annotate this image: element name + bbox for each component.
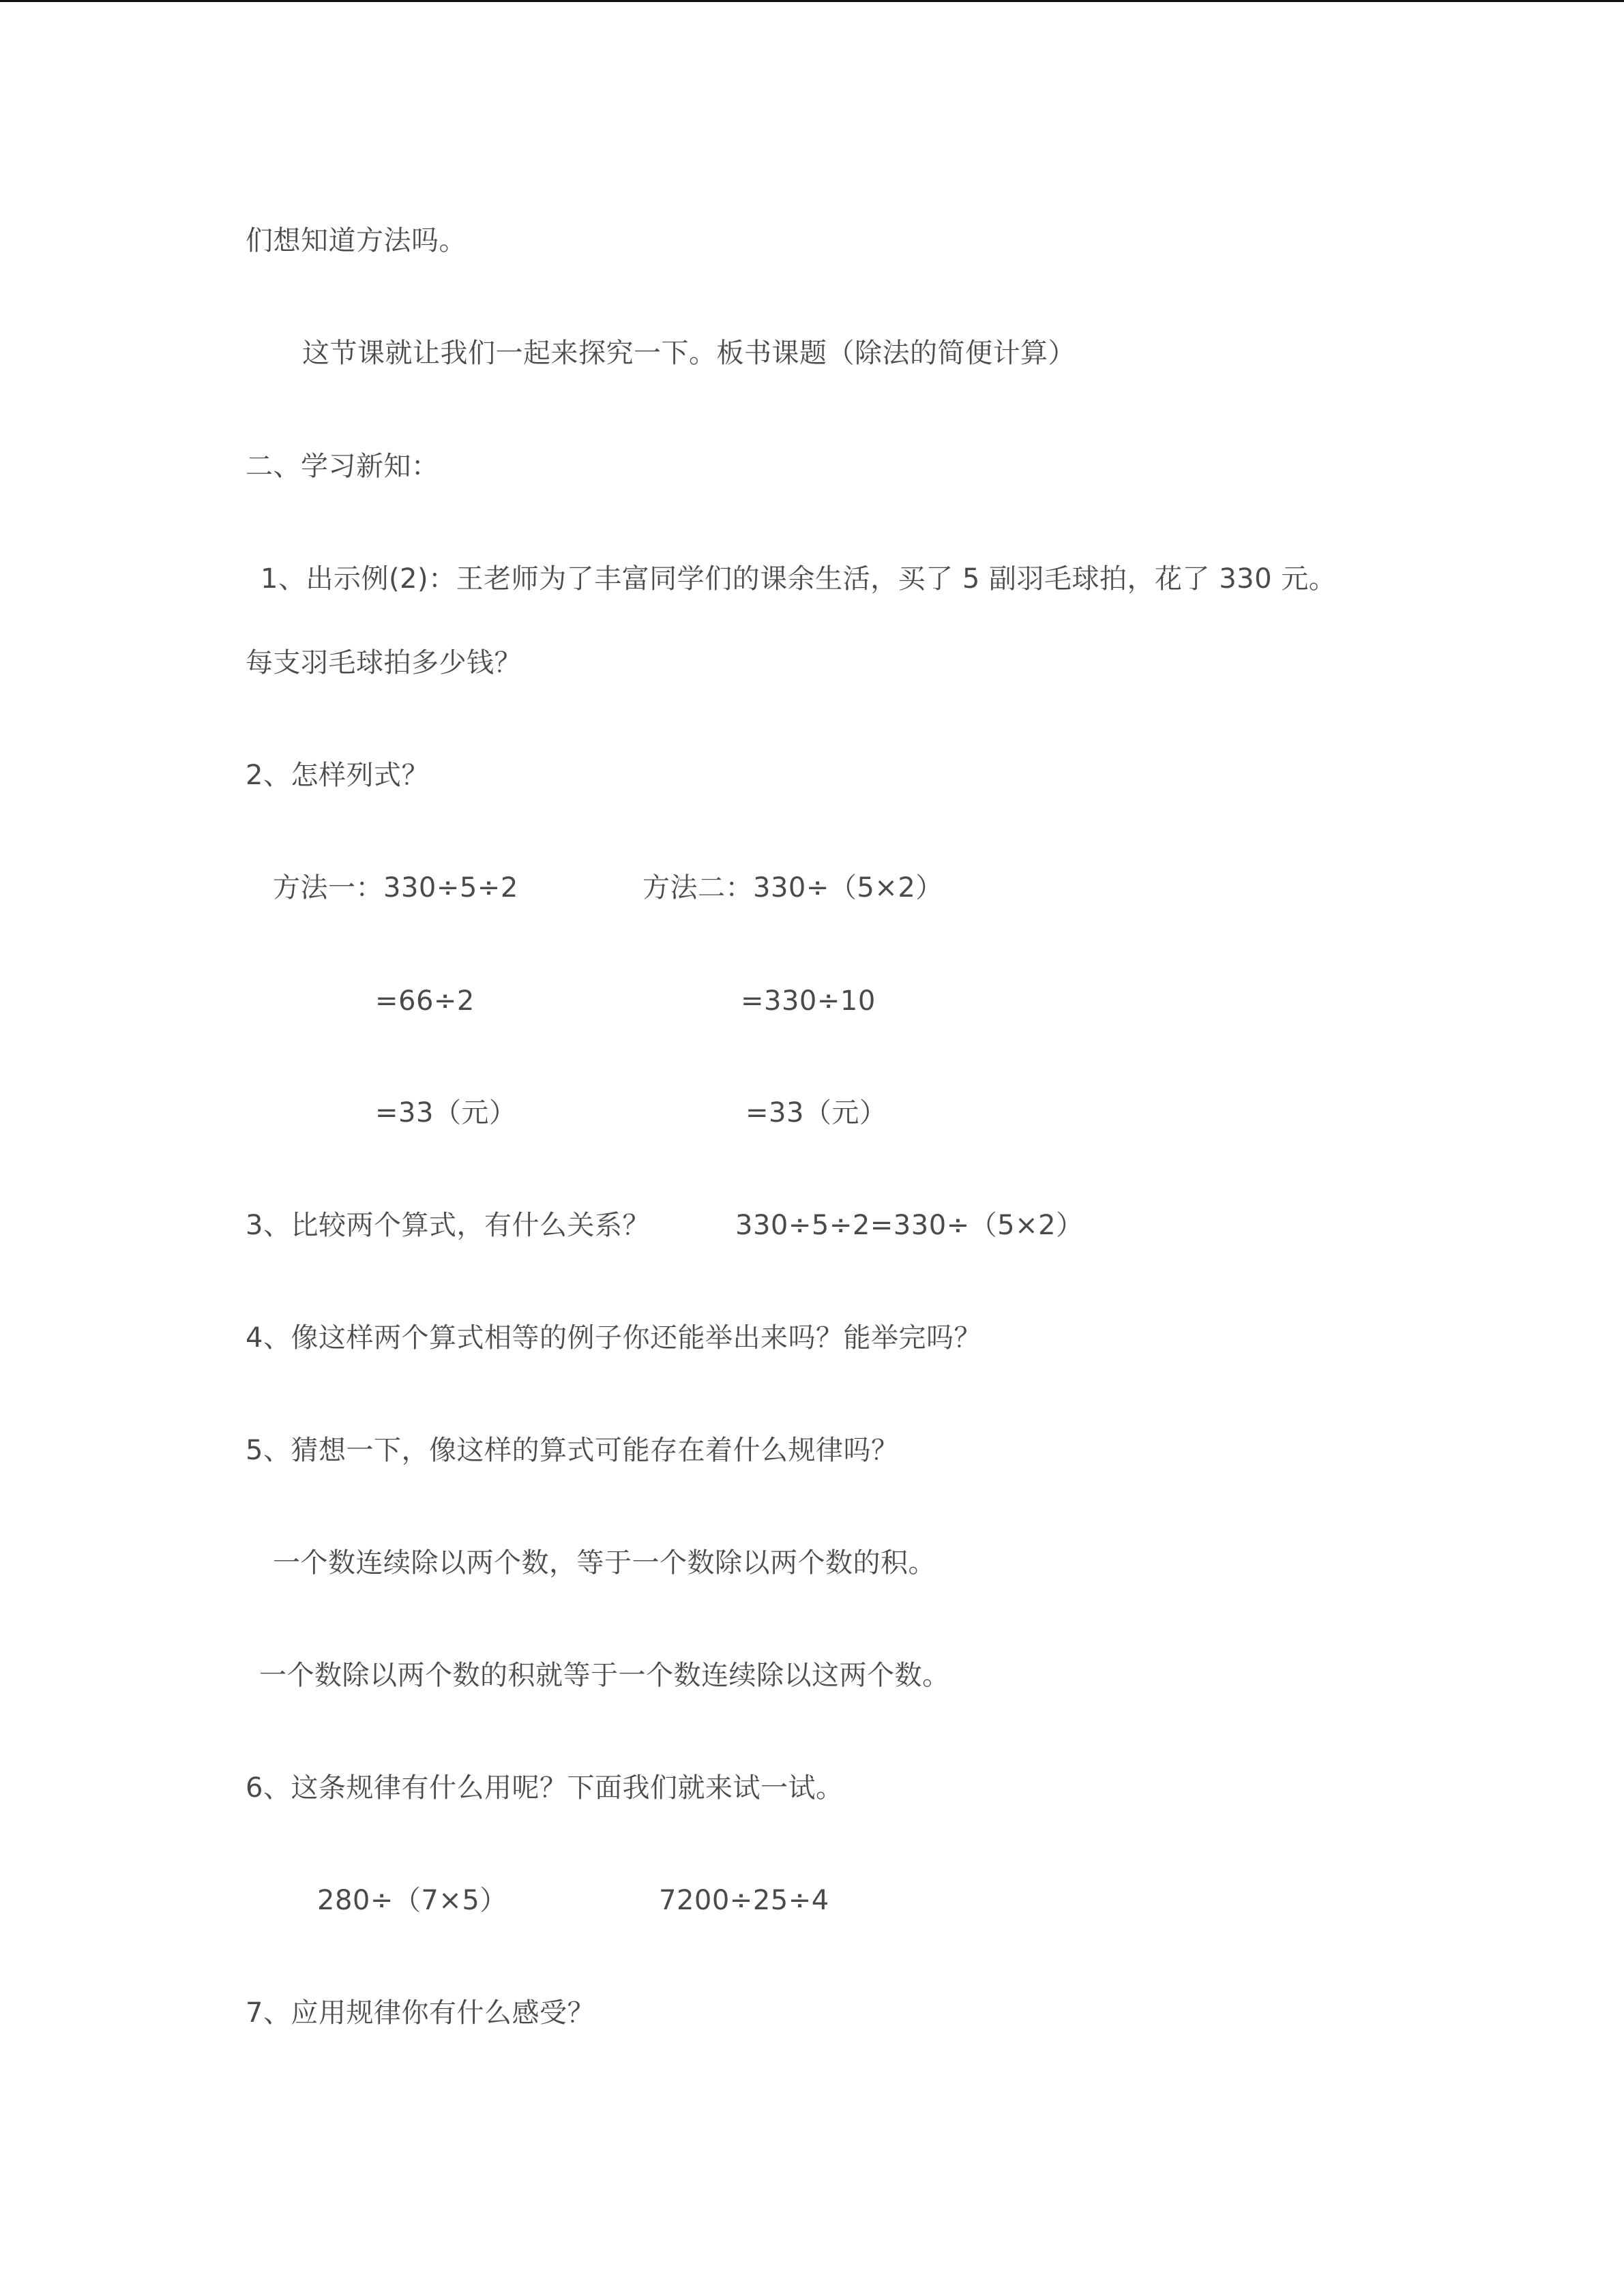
- practice-expression-2: 7200÷25÷4: [659, 1885, 829, 1916]
- text-line-question: 每支羽毛球拍多少钱？: [246, 647, 522, 679]
- text-line-step-4: 4、像这样两个算式相等的例子你还能举出来吗？能举完吗？: [246, 1322, 981, 1354]
- text-line-step-7: 7、应用规律你有什么感受？: [246, 1997, 595, 2029]
- text-line-step-6: 6、这条规律有什么用呢？下面我们就来试一试。: [246, 1772, 844, 1804]
- section-heading-new-knowledge: 二、学习新知：: [246, 451, 439, 482]
- text-line-example: 1、出示例(2)：王老师为了丰富同学们的课余生活，买了 5 副羽毛球拍，花了 330 元。: [261, 563, 1337, 595]
- text-line-step-5: 5、猜想一下，像这样的算式可能存在着什么规律吗？: [246, 1435, 899, 1466]
- rule-statement-1: 一个数连续除以两个数，等于一个数除以两个数的积。: [273, 1547, 936, 1579]
- method-one-line-2: =66÷2: [375, 985, 475, 1017]
- text-line-step-3: 3、比较两个算式，有什么关系？: [246, 1210, 650, 1241]
- method-two-line-3: =33（元）: [745, 1097, 887, 1129]
- rule-statement-2: 一个数除以两个数的积就等于一个数连续除以这两个数。: [259, 1660, 950, 1691]
- text-line-intro: 们想知道方法吗。: [246, 225, 467, 256]
- equation-comparison: 330÷5÷2=330÷（5×2）: [735, 1210, 1084, 1241]
- page-top-border: [0, 0, 1624, 2]
- method-one-line-3: =33（元）: [375, 1097, 517, 1129]
- text-line-topic: 这节课就让我们一起来探究一下。板书课题（除法的简便计算）: [302, 338, 1076, 369]
- practice-expression-1: 280÷（7×5）: [317, 1885, 507, 1916]
- method-one-line-1: 方法一：330÷5÷2: [273, 872, 518, 904]
- text-line-step-2: 2、怎样列式？: [246, 760, 429, 791]
- method-two-line-2: =330÷10: [741, 985, 876, 1017]
- method-two-line-1: 方法二：330÷（5×2）: [643, 872, 943, 904]
